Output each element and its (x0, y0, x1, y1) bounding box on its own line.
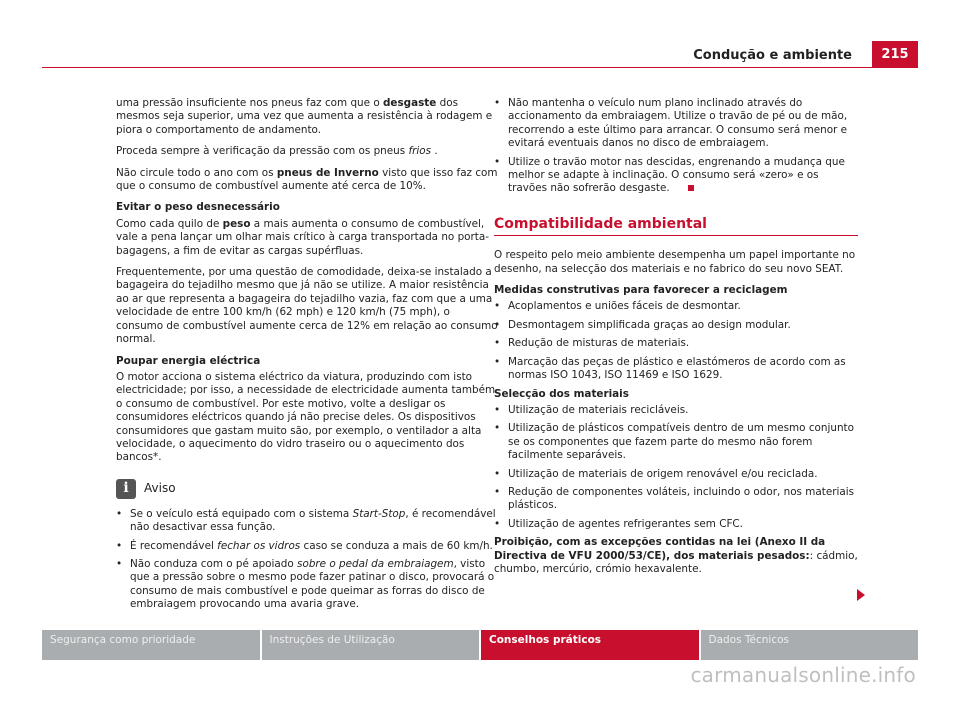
list-item: • Utilização de agentes refrigerantes sem CFC. (494, 518, 858, 531)
subheading: Selecção dos materiais (494, 387, 629, 400)
note-item: • Se o veículo está equipado com o sistema Start-Stop, é recomendável não desactivar essa função. (116, 508, 500, 535)
info-icon: i (116, 479, 136, 499)
paragraph: Proceda sempre à verificação da pressão com os pneus frios . (116, 145, 438, 158)
list-item: • Desmontagem simplificada graças ao design modular. (494, 319, 858, 332)
continue-arrow-icon (857, 589, 865, 601)
list-item: • Utilização de materiais recicláveis. (494, 404, 858, 417)
footer-tabs (42, 630, 918, 660)
list-item: • Redução de misturas de materiais. (494, 337, 858, 350)
note-header (116, 479, 500, 499)
paragraph: uma pressão insuficiente nos pneus faz com que o desgaste dos mesmos seja superior, uma vez que aumenta a resistência à rodagem e piora o comportamento de andamento. (116, 97, 493, 136)
section-end-marker (688, 185, 694, 191)
watermark: carmanualsonline.info (690, 663, 916, 687)
list-item: • Não mantenha o veículo num plano inclinado através do accionamento da embraiagem. Utilize o travão de pé ou de mão, recorrendo a este último para arrancar. O consumo será menor e evitará eventuais danos no disco de embraiagem. (494, 97, 858, 151)
left-column (116, 97, 500, 617)
list-item: • Acoplamentos e uniões fáceis de desmontar. (494, 300, 858, 313)
paragraph: O motor acciona o sistema eléctrico da viatura, produzindo com isto electricidade; por isso, a necessidade de electricidade aumenta também o consumo de combustível. Por este motivo, volte a desligar os consumidores eléctricos quando já não precise deles. Os dispositivos consumidores que gastam muito são, por exemplo, o ventilador a alta velocidade, o aquecimento do vidro traseiro ou o aquecimento dos bancos*. (116, 370, 496, 464)
paragraph: O respeito pelo meio ambiente desempenha um papel importante no desenho, na selecção dos materiais e no fabrico do seu novo SEAT. (494, 249, 856, 275)
list-item: • Utilização de materiais de origem renovável e/ou reciclada. (494, 468, 858, 481)
paragraph: Como cada quilo de peso a mais aumenta o consumo de combustível, vale a pena lançar um olhar mais crítico à carga transportada no porta-bagagens, a fim de evitar as cargas supérfluas. (116, 217, 489, 257)
tab-conselhos[interactable]: Conselhos práticos (481, 630, 699, 660)
subheading: Evitar o peso desnecessário (116, 201, 280, 214)
tab-seguranca[interactable]: Segurança como prioridade (42, 630, 260, 660)
paragraph: Frequentemente, por uma questão de comodidade, deixa-se instalado a bagageira do tejadilho mesmo que já não se utilize. A maior resistência ao ar que representa a bagageira do tejadilho vazia, faz com que a uma velocidade de entre 100 km/h (62 mph) e 120 km/h (75 mph), o consumo de combustível aumente cerca de 12% em relação ao consumo normal. (116, 266, 498, 346)
section-title: Compatibilidade ambiental (494, 218, 858, 236)
tab-instrucoes[interactable]: Instruções de Utilização (262, 630, 480, 660)
list-item: • Redução de componentes voláteis, incluindo o odor, nos materiais plásticos. (494, 486, 858, 513)
chapter-title: Condução e ambiente (693, 48, 852, 63)
right-column (494, 97, 858, 584)
subheading: Medidas construtivas para favorecer a reciclagem (494, 284, 788, 297)
page-number: 215 (872, 41, 918, 67)
header-rule (42, 67, 918, 68)
list-item: • Utilização de plásticos compatíveis dentro de um mesmo conjunto se os componentes que fazem parte do mesmo não forem facilmente separáveis. (494, 422, 858, 462)
subheading: Poupar energia eléctrica (116, 354, 261, 367)
note-item: • Não conduza com o pé apoiado sobre o pedal da embraiagem, visto que a pressão sobre o mesmo pode fazer patinar o disco, provocará o consumo de mais combustível e pode queimar as forras do disco de embraiagem provocando uma avaria grave. (116, 558, 500, 612)
page-header (0, 0, 960, 70)
note-title: Aviso (144, 481, 176, 496)
paragraph: Não circule todo o ano com os pneus de Inverno visto que isso faz com que o consumo de combustível aumente até cerca de 10%. (116, 166, 498, 193)
list-item: • Utilize o travão motor nas descidas, engrenando a mudança que melhor se adapte à inclinação. O consumo será «zero» e os travões não sofrerão desgaste. (494, 156, 858, 196)
list-item: • Marcação das peças de plástico e elastómeros de acordo com as normas ISO 1043, ISO 11469 e ISO 1629. (494, 356, 858, 383)
tab-dados-tecnicos[interactable]: Dados Técnicos (701, 630, 919, 660)
note-item: • É recomendável fechar os vidros caso se conduza a mais de 60 km/h. (116, 540, 500, 553)
paragraph: Proibição, com as excepções contidas na lei (Anexo II da Directiva de VFU 2000/53/CE), dos materiais pesados:: cádmio, chumbo, mercúrio, crómio hexavalente. (494, 536, 858, 575)
